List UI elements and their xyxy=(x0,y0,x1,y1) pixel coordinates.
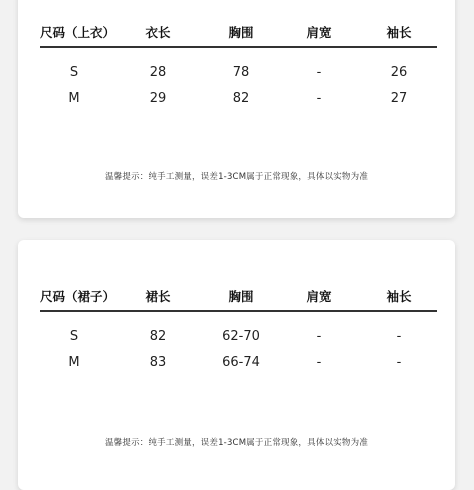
measurement-note: 温馨提示：纯手工测量，误差1-3CM属于正常现象，具体以实物为准 xyxy=(104,172,369,182)
cell-sleeve: - xyxy=(396,354,402,370)
header-sleeve: 袖长 xyxy=(386,289,412,304)
cell-length: 28 xyxy=(149,64,167,80)
cell-size: S xyxy=(69,328,79,344)
cell-length: 29 xyxy=(149,90,167,106)
cell-bust: 78 xyxy=(232,64,250,80)
table-row xyxy=(40,62,437,82)
cell-shoulder: - xyxy=(316,328,322,344)
header-length: 裙长 xyxy=(145,289,171,304)
cell-sleeve: 26 xyxy=(390,64,408,80)
cell-size: M xyxy=(68,354,80,370)
cell-bust: 82 xyxy=(232,90,250,106)
cell-length: 82 xyxy=(149,328,167,344)
table-row xyxy=(40,88,437,108)
size-card-top xyxy=(18,0,455,218)
header-length: 衣长 xyxy=(145,25,171,40)
cell-size: S xyxy=(69,64,79,80)
table-row xyxy=(40,352,437,372)
header-divider xyxy=(40,46,437,48)
size-card-bottom xyxy=(18,240,455,490)
cell-shoulder: - xyxy=(316,90,322,106)
header-size: 尺码（上衣） xyxy=(40,25,116,40)
cell-bust: 66-74 xyxy=(222,354,260,370)
header-bust: 胸围 xyxy=(228,25,254,40)
header-divider xyxy=(40,310,437,312)
cell-size: M xyxy=(68,90,80,106)
header-shoulder: 肩宽 xyxy=(306,25,332,40)
cell-sleeve: 27 xyxy=(390,90,408,106)
header-size: 尺码（裙子） xyxy=(40,289,116,304)
table-header xyxy=(40,20,437,44)
cell-shoulder: - xyxy=(316,354,322,370)
cell-shoulder: - xyxy=(316,64,322,80)
cell-bust: 62-70 xyxy=(222,328,260,344)
header-bust: 胸围 xyxy=(228,289,254,304)
header-sleeve: 袖长 xyxy=(386,25,412,40)
table-header xyxy=(40,284,437,308)
cell-length: 83 xyxy=(149,354,167,370)
cell-sleeve: - xyxy=(396,328,402,344)
header-shoulder: 肩宽 xyxy=(306,289,332,304)
measurement-note: 温馨提示：纯手工测量，误差1-3CM属于正常现象，具体以实物为准 xyxy=(104,438,369,448)
table-row xyxy=(40,326,437,346)
